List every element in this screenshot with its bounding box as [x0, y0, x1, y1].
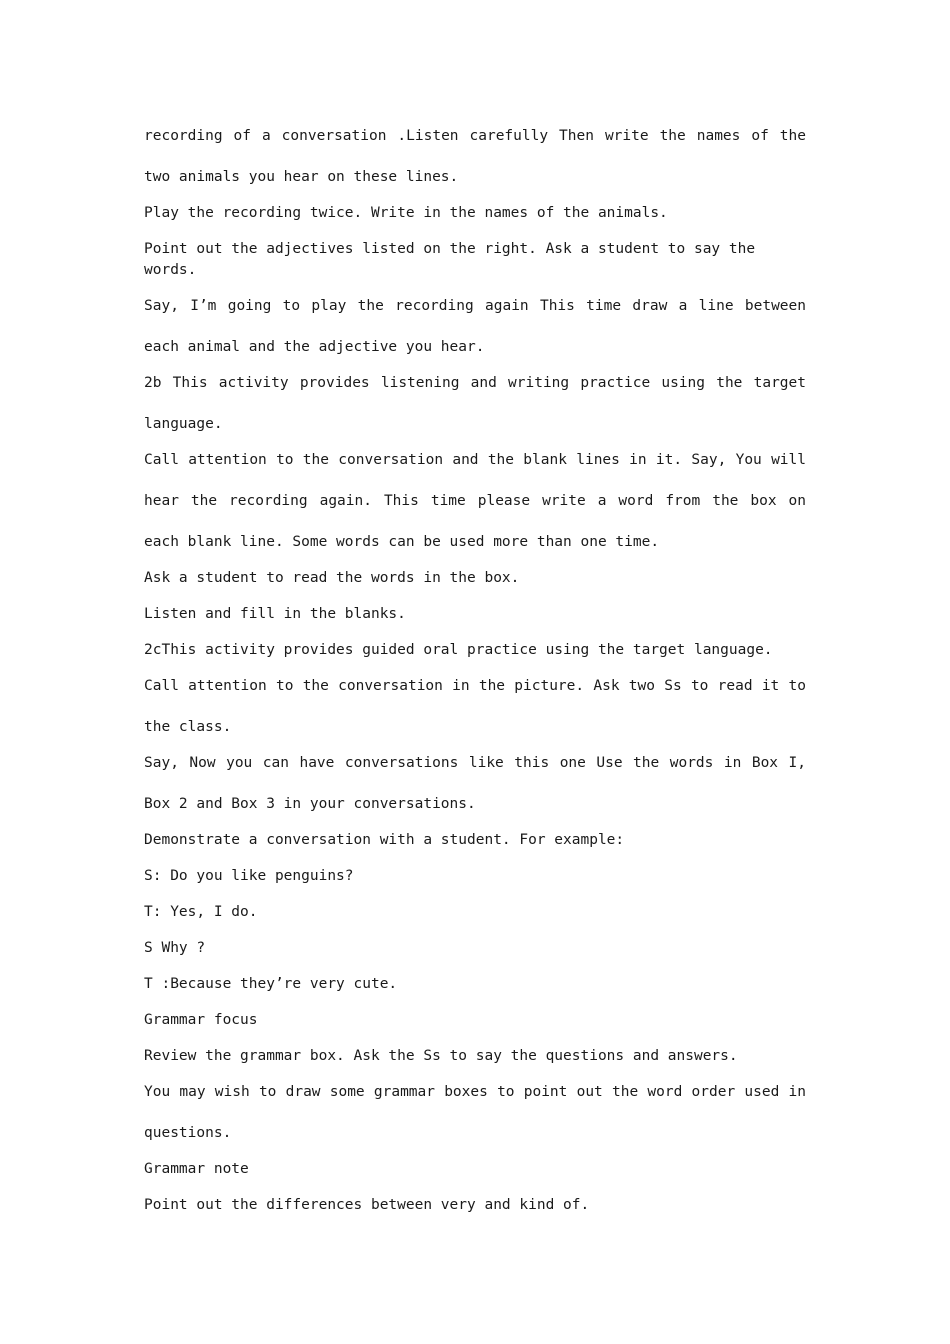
paragraph-call-attention-blanks: Call attention to the conversation and the blank lines in it. Say, You will hear the recording again. This time please write a word from the box on each blank line. Some words can be used more than one time. [144, 452, 806, 550]
paragraph-listen-fill: Listen and fill in the blanks. [144, 606, 406, 622]
paragraph-demonstrate: Demonstrate a conversation with a student. For example: [144, 832, 625, 848]
paragraph-point-out-adjectives: Point out the adjectives listed on the right. Ask a student to say the words. [144, 241, 756, 278]
paragraph-call-attention-picture: Call attention to the conversation in the picture. Ask two Ss to read it to the class. [144, 678, 806, 735]
paragraph-play-recording: Play the recording twice. Write in the names of the animals. [144, 205, 668, 221]
paragraph-2b-activity: 2b This activity provides listening and writing practice using the target language. [144, 375, 806, 432]
dialogue-line-t-answer: T: Yes, I do. [144, 904, 258, 920]
document-body [144, 126, 806, 1231]
paragraph-2c-activity: 2cThis activity provides guided oral practice using the target language. [144, 642, 773, 658]
paragraph-recording-intro: recording of a conversation .Listen carefully Then write the names of the two animals you hear on these lines. [144, 128, 806, 185]
heading-grammar-note: Grammar note [144, 1161, 249, 1177]
paragraph-play-again: Say, I’m going to play the recording again This time draw a line between each animal and the adjective you hear. [144, 298, 806, 355]
dialogue-line-t-because: T :Because they’re very cute. [144, 976, 398, 992]
dialogue-line-s-question: S: Do you like penguins? [144, 868, 354, 884]
paragraph-review-grammar: Review the grammar box. Ask the Ss to say the questions and answers. [144, 1048, 738, 1064]
paragraph-differences: Point out the differences between very and kind of. [144, 1197, 590, 1213]
paragraph-say-now: Say, Now you can have conversations like this one Use the words in Box I, Box 2 and Box 3 in your conversations. [144, 755, 806, 812]
paragraph-read-words: Ask a student to read the words in the box. [144, 570, 520, 586]
dialogue-line-s-why: S Why ? [144, 940, 206, 956]
paragraph-grammar-boxes: You may wish to draw some grammar boxes to point out the word order used in questions. [144, 1084, 806, 1141]
heading-grammar-focus: Grammar focus [144, 1012, 258, 1028]
